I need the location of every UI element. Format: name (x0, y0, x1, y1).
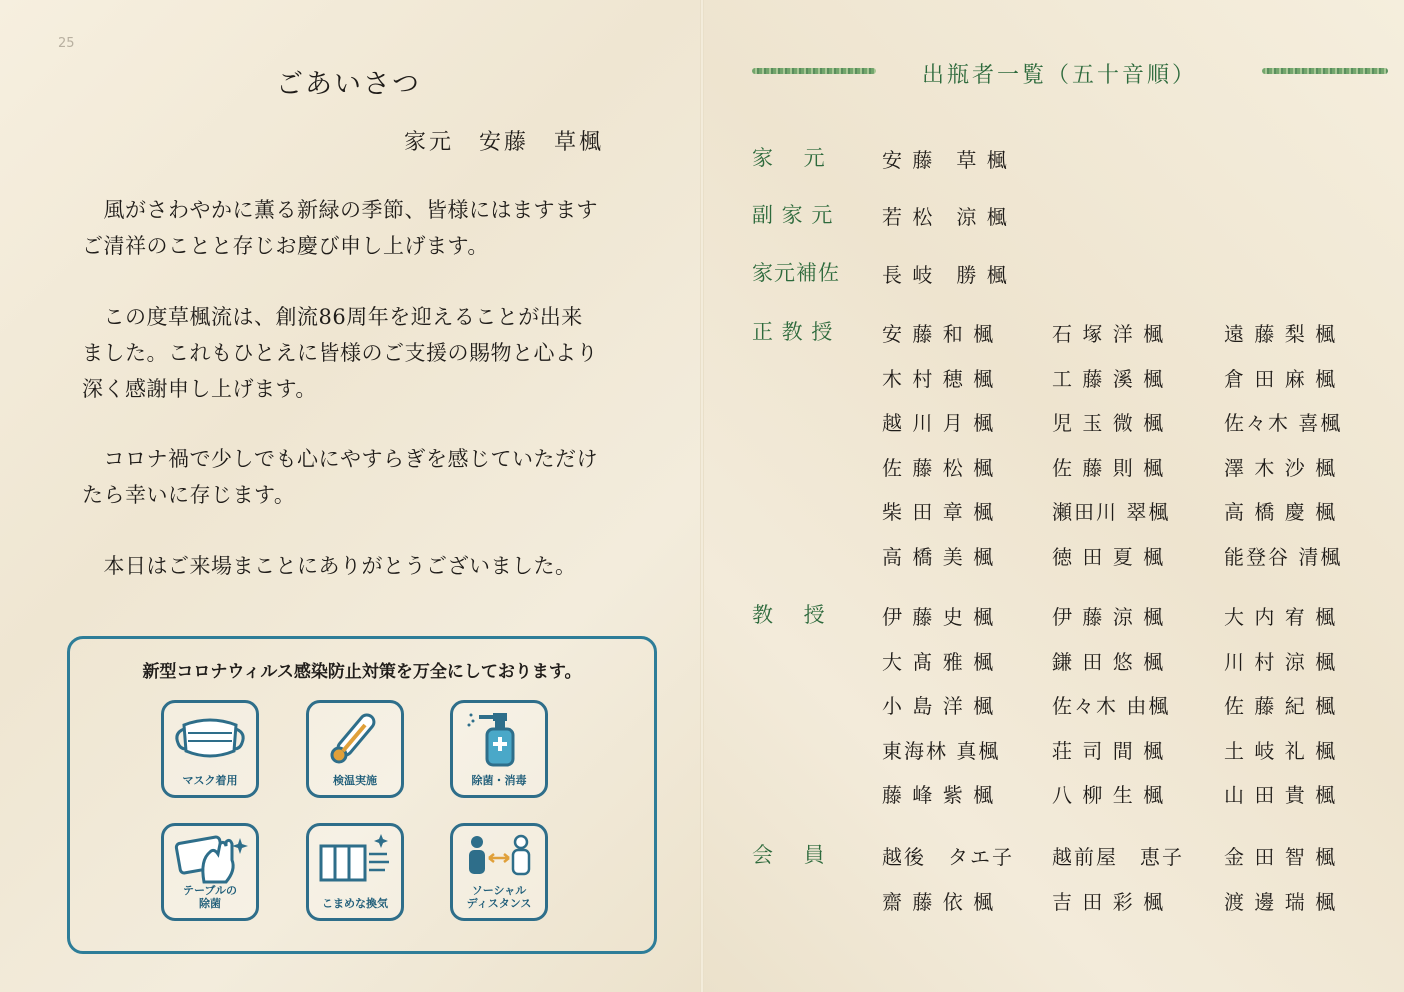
section-role: 教 授 (752, 603, 826, 627)
greeting-paragraph-1: 風がさわやかに薫る新緑の季節、皆様にはますます ご清祥のことと存じお慶び申し上げます。 (82, 198, 598, 258)
section-role: 副 家 元 (752, 203, 834, 227)
exhibitor-name: 齋 藤 依 楓 (882, 890, 996, 914)
exhibitor-name: 高 橋 慶 楓 (1224, 500, 1338, 524)
tile-label: 検温実施 (333, 774, 377, 787)
tile-table-wipe (161, 823, 259, 921)
exhibitor-name: 瀬田川 翠楓 (1052, 500, 1171, 524)
exhibitor-name: 東海林 真楓 (882, 739, 1001, 763)
greeting-paragraph-3: コロナ禍で少しでも心にやすらぎを感じていただけ たら幸いに存じます。 (82, 447, 598, 507)
exhibitor-name: 荘 司 間 楓 (1052, 739, 1166, 763)
exhibitor-name: 藤 峰 紫 楓 (882, 783, 996, 807)
exhibitor-name: 佐々木 喜楓 (1224, 411, 1343, 435)
tile-sanitizer (450, 700, 548, 798)
exhibitor-name: 長 岐 勝 楓 (882, 263, 1009, 287)
tile-social-distance (450, 823, 548, 921)
exhibitor-name: 遠 藤 梨 楓 (1224, 322, 1338, 346)
exhibitor-name: 柴 田 章 楓 (882, 500, 996, 524)
exhibitor-name: 児 玉 微 楓 (1052, 411, 1166, 435)
exhibitor-name: 伊 藤 史 楓 (882, 605, 996, 629)
tile-thermometer (306, 700, 404, 798)
thermometer-icon (315, 707, 395, 769)
exhibitor-name: 越後 タエ子 (882, 845, 1014, 869)
covid-measures-title: 新型コロナウィルス感染防止対策を万全にしております。 (142, 662, 582, 682)
social-distance-icon (459, 830, 539, 886)
exhibitor-name: 若 松 涼 楓 (882, 205, 1009, 229)
exhibitor-name: 安 藤 和 楓 (882, 322, 996, 346)
exhibitor-name: 佐 藤 紀 楓 (1224, 694, 1338, 718)
exhibitor-list-title: 出瓶者一覧（五十音順） (922, 63, 1198, 88)
exhibitor-name: 工 藤 溪 楓 (1052, 367, 1166, 391)
title-decoration-left (752, 68, 876, 74)
covid-measures-box (67, 636, 657, 954)
tile-label: 除菌・消毒 (471, 774, 527, 787)
tile-label: こまめな換気 (322, 897, 388, 910)
exhibitor-name: 澤 木 沙 楓 (1224, 456, 1338, 480)
window-ventilation-icon (315, 830, 395, 892)
greeting-author: 家元 安藤 草楓 (404, 130, 605, 155)
exhibitor-name: 佐 藤 則 楓 (1052, 456, 1166, 480)
exhibitor-name: 土 岐 礼 楓 (1224, 739, 1338, 763)
sanitizer-icon (459, 707, 539, 769)
exhibitor-name: 佐 藤 松 楓 (882, 456, 996, 480)
exhibitor-name: 大 内 宥 楓 (1224, 605, 1338, 629)
table-wipe-icon (170, 830, 250, 888)
page-fold (700, 0, 704, 992)
exhibitor-name: 木 村 穂 楓 (882, 367, 996, 391)
tile-label: テーブルの 除菌 (182, 884, 237, 910)
exhibitor-name: 鎌 田 悠 楓 (1052, 650, 1166, 674)
exhibitor-name: 佐々木 由楓 (1052, 694, 1171, 718)
mask-icon (170, 707, 250, 769)
exhibitor-name: 金 田 智 楓 (1224, 845, 1338, 869)
section-role: 正 教 授 (752, 320, 834, 344)
exhibitor-name: 越前屋 恵子 (1052, 845, 1184, 869)
page-number: 25 (58, 36, 75, 51)
exhibitor-name: 吉 田 彩 楓 (1052, 890, 1166, 914)
exhibitor-name: 倉 田 麻 楓 (1224, 367, 1338, 391)
right-page (702, 0, 1404, 992)
tile-label: マスク着用 (182, 774, 238, 787)
exhibitor-name: 小 島 洋 楓 (882, 694, 996, 718)
greeting-title: ごあいさつ (276, 69, 421, 100)
section-role: 会 員 (752, 843, 826, 867)
exhibitor-name: 越 川 月 楓 (882, 411, 996, 435)
exhibitor-name: 安 藤 草 楓 (882, 148, 1009, 172)
exhibitor-name: 石 塚 洋 楓 (1052, 322, 1166, 346)
section-role: 家 元 (752, 146, 826, 170)
exhibitor-name: 徳 田 夏 楓 (1052, 545, 1166, 569)
tile-label: ソーシャル ディスタンス (466, 884, 532, 910)
exhibitor-name: 伊 藤 涼 楓 (1052, 605, 1166, 629)
section-role: 家元補佐 (752, 261, 840, 285)
exhibitor-name: 川 村 涼 楓 (1224, 650, 1338, 674)
exhibitor-name: 山 田 貴 楓 (1224, 783, 1338, 807)
exhibitor-name: 大 髙 雅 楓 (882, 650, 996, 674)
exhibitor-name: 八 柳 生 楓 (1052, 783, 1166, 807)
greeting-paragraph-2: この度草楓流は、創流86周年を迎えることが出来 ました。これもひとえに皆様のご支援の賜物と心より 深く感謝申し上げます。 (82, 305, 598, 401)
exhibitor-name: 高 橋 美 楓 (882, 545, 996, 569)
exhibitor-name: 能登谷 清楓 (1224, 545, 1343, 569)
tile-mask (161, 700, 259, 798)
exhibitor-name: 渡 邊 瑞 楓 (1224, 890, 1338, 914)
tile-ventilation (306, 823, 404, 921)
greeting-paragraph-4: 本日はご来場まことにありがとうございました。 (82, 554, 577, 578)
title-decoration-right (1262, 68, 1388, 74)
